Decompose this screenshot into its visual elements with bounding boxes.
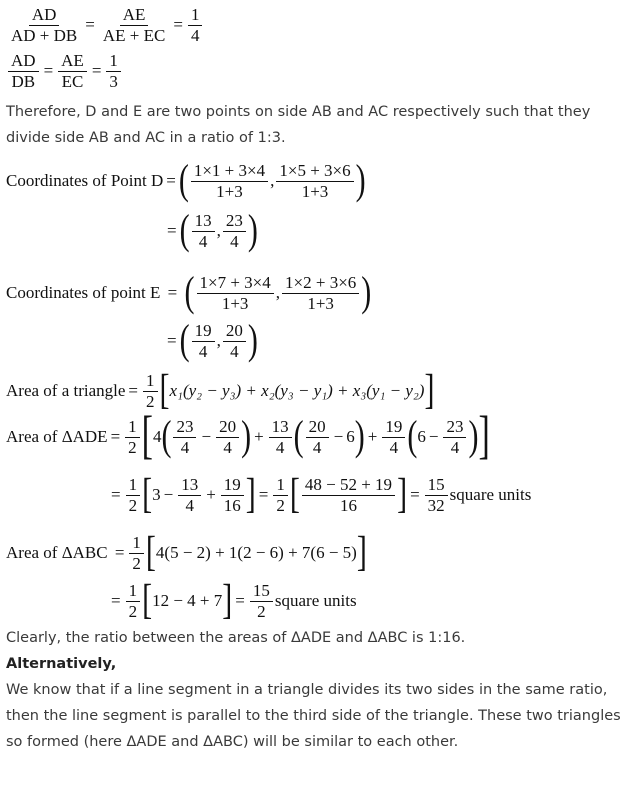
area-formula-expression: x₁(y₂ − y₃) + x₂(y₃ − y₁) + x₃(y₁ − y₂) xyxy=(169,381,425,401)
paragraph-line-4: We know that if a line segment in a triangle divides its two sides in the same ratio, xyxy=(6,682,608,698)
area-ade-units: square units xyxy=(449,485,532,505)
paragraph-line-1: Therefore, D and E are two points on side AB and AC respectively such that they xyxy=(6,104,591,120)
area-ade-t1-b-den: 4 xyxy=(223,437,232,457)
area-ade-s2-b-num: 13 xyxy=(178,476,201,496)
eq2-mid-den: EC xyxy=(61,71,84,91)
eq1-mid-den: AE + EC xyxy=(102,25,166,45)
paragraph-line-5: then the line segment is parallel to the third side of the triangle. These two triangles xyxy=(6,708,621,724)
coord-d-y-den: 1+3 xyxy=(301,181,329,201)
area-abc-expression-2: 12 − 4 + 7 xyxy=(152,591,223,611)
area-ade-s2-half2-den: 2 xyxy=(276,495,285,515)
area-ade-t1-coef: 4 xyxy=(152,427,162,447)
eq2-right-num: 1 xyxy=(106,52,121,72)
coord-d-x-den: 1+3 xyxy=(216,181,243,201)
area-ade-s2-a: 3 xyxy=(152,485,161,505)
coordinates-d-result: = ( $\frac{13}{4}$ , $\frac{23}{4}$ ) xyxy=(167,207,258,254)
area-ade-t3-b-num: 23 xyxy=(443,418,466,438)
ratio-equation-2: $\frac{AD}{DB}$ = $\frac{AE}{EC}$ = $\frac{1}{3}$ xyxy=(6,52,123,91)
eq1-right-num: 1 xyxy=(188,6,203,26)
area-ade-label: Area of ΔADE xyxy=(6,427,108,447)
area-ade-t2-num: 13 xyxy=(269,418,292,438)
area-ade-t3-a: 6 xyxy=(417,427,426,447)
coord-d-y-num: 1×5 + 3×6 xyxy=(276,162,353,182)
area-abc-step-1: Area of ΔABC = $\frac{1}{2}$ [ 4(5 − 2) + 1(2 − 6) + 7(6 − 5) ] xyxy=(6,529,367,576)
eq2-left-den: DB xyxy=(11,71,36,91)
coordinates-d-formula: Coordinates of Point D = ( $\frac{1\times 1 + 3\times 4}{1+3}$ , $\frac{1\times 5 + 3\times 6}{1+3}$ ) xyxy=(6,157,366,204)
area-abc-half-num: 1 xyxy=(129,534,144,554)
paragraph-line-3: Clearly, the ratio between the areas of ΔADE and ΔABC is 1:16. xyxy=(6,630,466,646)
eq1-left-den: AD + DB xyxy=(11,25,78,45)
coord-d-x-num: 1×1 + 3×4 xyxy=(191,162,268,182)
area-ade-step-1: Area of ΔADE = $\frac{1}{2}$ [ 4 ( $\frac{23}{4}$ − $\frac{20}{4}$ ) + $\frac{13}{4}$ ( $\frac{20}{4}$ − 6 ) + $\frac{19}{4}$ ( 6 − $\frac{23}{4}$ ) ] xyxy=(6,407,490,466)
coord-e-ry-num: 20 xyxy=(223,322,246,342)
coord-d-rx-num: 13 xyxy=(192,212,215,232)
area-ade-s2-b-den: 4 xyxy=(185,495,194,515)
area-ade-s2-frac-den: 16 xyxy=(339,495,357,515)
coord-e-y-den: 1+3 xyxy=(307,293,334,313)
coordinates-e-label: Coordinates of point E xyxy=(6,283,161,303)
area-ade-t2-b: 6 xyxy=(346,427,355,447)
coord-e-ry-den: 4 xyxy=(230,341,239,361)
ratio-equation-1: $\frac{AD}{AD + DB}$ = $\frac{AE}{AE + EC}$ = $\frac{1}{4}$ xyxy=(6,6,204,45)
area-ade-s2-frac-num: 48 − 52 + 19 xyxy=(302,476,395,496)
coord-e-x-den: 1+3 xyxy=(221,293,249,313)
eq1-mid-num: AE xyxy=(120,6,149,26)
paragraph-line-6: so formed (here ΔADE and ΔABC) will be similar to each other. xyxy=(6,734,459,750)
eq2-right-den: 3 xyxy=(109,71,118,91)
area-ade-half-den: 2 xyxy=(128,437,137,457)
area-ade-step-2: = $\frac{1}{2}$ [ 3 − $\frac{13}{4}$ + $\frac{19}{16}$ ] = $\frac{1}{2}$ [ $\frac{48 - 52 + 19}{16}$ ] = $\frac{15}{32}$ square units xyxy=(111,471,532,518)
area-formula-half-num: 1 xyxy=(143,372,158,392)
area-ade-t3-num: 19 xyxy=(382,418,405,438)
area-ade-half-num: 1 xyxy=(125,418,140,438)
coordinates-d-label: Coordinates of Point D xyxy=(6,171,164,191)
coord-d-ry-den: 4 xyxy=(230,231,239,251)
area-ade-s2-c-den: 16 xyxy=(223,495,241,515)
alternatively-heading: Alternatively, xyxy=(6,656,117,672)
coord-e-x-num: 1×7 + 3×4 xyxy=(197,274,274,294)
coord-e-rx-num: 19 xyxy=(192,322,215,342)
area-abc-result-den: 2 xyxy=(257,601,266,621)
area-formula: Area of a triangle = $\frac{1}{2}$ [ x₁(y₂ − y₃) + x₂(y₃ − y₁) + x₃(y₁ − y₂) ] xyxy=(6,367,435,414)
coord-e-rx-den: 4 xyxy=(198,341,208,361)
paragraph-line-2: divide side AB and AC in a ratio of 1:3. xyxy=(6,130,286,146)
area-formula-label: Area of a triangle xyxy=(6,381,126,401)
area-ade-t1-a-num: 23 xyxy=(173,418,196,438)
area-abc-s2-half-num: 1 xyxy=(126,582,141,602)
area-ade-t2-a-den: 4 xyxy=(312,437,322,457)
eq2-left-num: AD xyxy=(8,52,39,72)
area-abc-step-2: = $\frac{1}{2}$ [ 12 − 4 + 7 ] = $\frac{15}{2}$ square units xyxy=(111,577,357,624)
coord-e-y-num: 1×2 + 3×6 xyxy=(282,274,359,294)
coord-d-ry-num: 23 xyxy=(223,212,246,232)
area-abc-expression: 4(5 − 2) + 1(2 − 6) + 7(6 − 5) xyxy=(155,543,357,563)
area-ade-t2-a-num: 20 xyxy=(306,418,329,438)
area-ade-t1-a-den: 4 xyxy=(180,437,190,457)
area-ade-result-den: 32 xyxy=(427,495,445,515)
coord-d-rx-den: 4 xyxy=(198,231,208,251)
eq1-left-num: AD xyxy=(29,6,60,26)
area-ade-t2-den: 4 xyxy=(275,437,285,457)
area-ade-s2-half-den: 2 xyxy=(128,495,138,515)
area-ade-s2-half-num: 1 xyxy=(126,476,141,496)
area-ade-t3-den: 4 xyxy=(389,437,399,457)
area-ade-t1-b-num: 20 xyxy=(216,418,239,438)
area-formula-half-den: 2 xyxy=(146,391,155,411)
area-ade-s2-c-num: 19 xyxy=(221,476,244,496)
eq2-mid-num: AE xyxy=(58,52,87,72)
coordinates-e-result: = ( $\frac{19}{4}$ , $\frac{20}{4}$ ) xyxy=(167,317,258,364)
area-abc-result-num: 15 xyxy=(250,582,273,602)
area-abc-units: square units xyxy=(274,591,357,611)
coordinates-e-formula: Coordinates of point E = ( $\frac{1\times 7 + 3\times 4}{1+3}$ , $\frac{1\times 2 + 3\times 6}{1+3}$ ) xyxy=(6,269,372,316)
eq1-right-den: 4 xyxy=(190,25,200,45)
area-ade-result-num: 15 xyxy=(425,476,448,496)
area-ade-s2-half2-num: 1 xyxy=(273,476,288,496)
area-abc-s2-half-den: 2 xyxy=(128,601,138,621)
area-abc-half-den: 2 xyxy=(132,553,141,573)
area-abc-label: Area of ΔABC xyxy=(6,543,108,563)
area-ade-t3-b-den: 4 xyxy=(450,437,460,457)
